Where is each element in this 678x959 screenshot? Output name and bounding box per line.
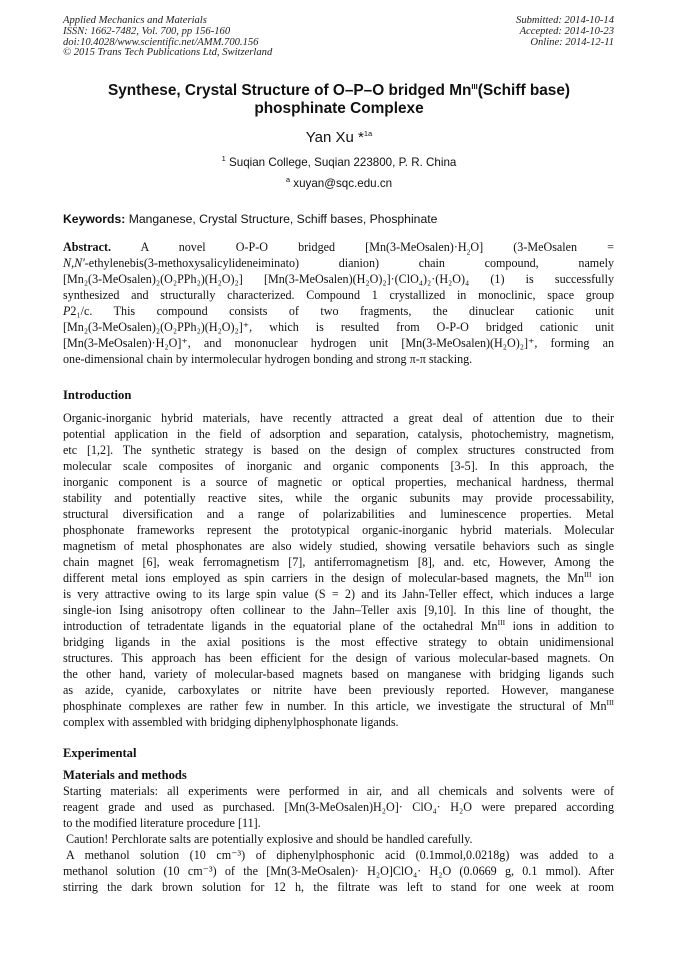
- intro-line: etc [1,2]. The synthetic strategy is based on the design of complex structures constructed from: [63, 443, 614, 457]
- abstract-line: P2₁/c. This compound consists of two fragments, the dinuclear cationic unit: [63, 304, 614, 318]
- intro-line: molecular scale composites of inorganic and organic components [3-5]. In this approach, the: [63, 459, 614, 473]
- intro-line: structures. This approach has been efficient for the design of various molecular-based magnets. On: [63, 651, 614, 665]
- online-date: Online: 2014-12-11: [530, 36, 614, 48]
- submission-dates: [516, 16, 614, 48]
- materials-methods-heading: Materials and methods: [63, 768, 187, 782]
- exp-line: Starting materials: all experiments were performed in air, and all chemicals and solvents were of: [63, 784, 614, 798]
- intro-line: the other hand, variety of molecular-based magnets based on manganese with bridging ligands such: [63, 667, 614, 681]
- intro-line: complex with assembled with bridging diphenylphosphonate ligands.: [63, 715, 399, 729]
- abstract-line: Abstract. A novel O-P-O bridged $[Mn(3-MeOsalen)\cdot H_2O]$ (3-MeOsalen =: [63, 240, 615, 257]
- intro-line: different metal ions employed as spin carriers in the design of molecular-based magnets, the $Mn^{III}$ ion: [63, 569, 615, 585]
- intro-line: introduction of tetradentate ligands in the equatorial plane of the octahedral $Mn^{III}$ ions in addition to: [63, 617, 615, 633]
- keywords: Keywords: Manganese, Crystal Structure, Schiff bases, Phosphinate: [63, 212, 438, 226]
- intro-line: bridging ligands in the axial positions is the most effective strategy to obtain unidimensional: [63, 635, 614, 649]
- journal-name: Applied Mechanics and Materials: [63, 15, 207, 26]
- journal-issn: ISSN: 1662-7482, Vol. 700, pp 156-160: [63, 25, 231, 37]
- intro-line: phosphinate complexes are rather few in number. In this article, we investigate the structural of $Mn^{III}$: [63, 697, 614, 713]
- exp-line: to the modified literature procedure [11].: [63, 816, 261, 830]
- accepted-date: Accepted: 2014-10-23: [519, 25, 614, 37]
- journal-info: [63, 16, 272, 59]
- intro-line: magnetism of metal phosphonates are also widely studied, showing versatile behaviors such as single: [63, 539, 614, 553]
- intro-line: single-ion Ising anisotropy often collinear to the Jahn–Teller axis [9,10]. In this line of thought, the: [63, 603, 614, 617]
- abstract-line: [Mn₂(3-MeOsalen)₂(O₂PPh₂)(H₂O)₂]⁺, which is resulted from O-P-O bridged cationic unit: [63, 320, 614, 334]
- exp-line: stirring the dark brown solution for 12 h, the filtrate was left to stand for one week at room: [63, 880, 614, 894]
- paper-title: Synthese, Crystal Structure of O–P–O bridged $Mn^{III}(Schiff$ base) phosphinate Complexe: [107, 81, 571, 117]
- intro-line: inorganic component is a source of magnetic or optical properties, mechanical hardness, thermal: [63, 475, 614, 489]
- intro-line: is very attractive owing to its large spin value (S = 2) and its Jahn-Teller effect, which induces a large: [63, 587, 614, 601]
- author-email: $^a$ xuyan@sqc.edu.cn: [285, 175, 393, 190]
- submitted-date: Submitted: 2014-10-14: [516, 15, 614, 26]
- intro-line: Organic-inorganic hybrid materials, have recently attracted a great deal of attention due to their: [63, 411, 614, 425]
- intro-line: potential application in the field of adsorption and separation, catalysis, photochemistry, magnetism,: [63, 427, 614, 441]
- exp-line: methanol solution (10 cm⁻³) of the [Mn(3-MeOsalen)· H₂O]ClO₄· H₂O (0.0669 g, 0.1 mmol). After: [63, 864, 614, 878]
- journal-doi: doi:10.4028/www.scientific.net/AMM.700.156: [63, 36, 259, 48]
- introduction-heading: Introduction: [63, 388, 132, 402]
- journal-copyright: © 2015 Trans Tech Publications Ltd, Switzerland: [63, 47, 273, 59]
- abstract-line: synthesized and structurally characterized. Compound 1 crystallized in monoclinic, space group: [63, 288, 614, 302]
- abstract-line: [Mn₂(3-MeOsalen)₂(O₂PPh₂)(H₂O)₂] [Mn(3-MeOsalen)(H₂O)₂]·(ClO₄)₂·(H₂O)₄ (1) is successfully: [63, 272, 614, 286]
- abstract-line: [Mn(3-MeOsalen)·H₂O]⁺, and mononuclear hydrogen unit [Mn(3-MeOsalen)(H₂O)₂]⁺, forming an: [63, 336, 614, 350]
- intro-line: as azide, cyanide, carboxylates or nitrite have been previously reported. However, manganese: [63, 683, 614, 697]
- intro-line: stability and potentially reactive sites, while the organic subunits may provide processability,: [63, 491, 614, 505]
- exp-line: reagent grade and used as purchased. [Mn(3-MeOsalen)H₂O]· ClO₄· H₂O were prepared according: [63, 800, 614, 814]
- exp-line: Caution! Perchlorate salts are potentially explosive and should be handled carefully.: [66, 832, 473, 846]
- intro-line: structural diversification and a range of polarizabilities and luminescence properties. Metal: [63, 507, 614, 521]
- affiliation: $^1$ Suqian College, Suqian 223800, P. R. China: [221, 154, 457, 169]
- intro-line: chain magnet [6], weak ferromagnetism [7], antiferromagnetism [8], and. etc, However, Among the: [63, 555, 614, 569]
- abstract-line: N,N'-ethylenebis(3-methoxysalicylideneiminato) dianion) chain compound, namely: [63, 256, 614, 270]
- abstract-line: one-dimensional chain by intermolecular hydrogen bonding and strong π-π stacking.: [63, 352, 473, 366]
- intro-line: phosphonate frameworks represent the prototypical organic-inorganic hybrid materials. Molecular: [63, 523, 614, 537]
- exp-line: A methanol solution (10 cm⁻³) of diphenylphosphonic acid (0.1mmol,0.0218g) was added to a: [66, 848, 614, 862]
- author-name: Yan Xu *$^{1a}$: [305, 129, 373, 146]
- experimental-heading: Experimental: [63, 746, 137, 760]
